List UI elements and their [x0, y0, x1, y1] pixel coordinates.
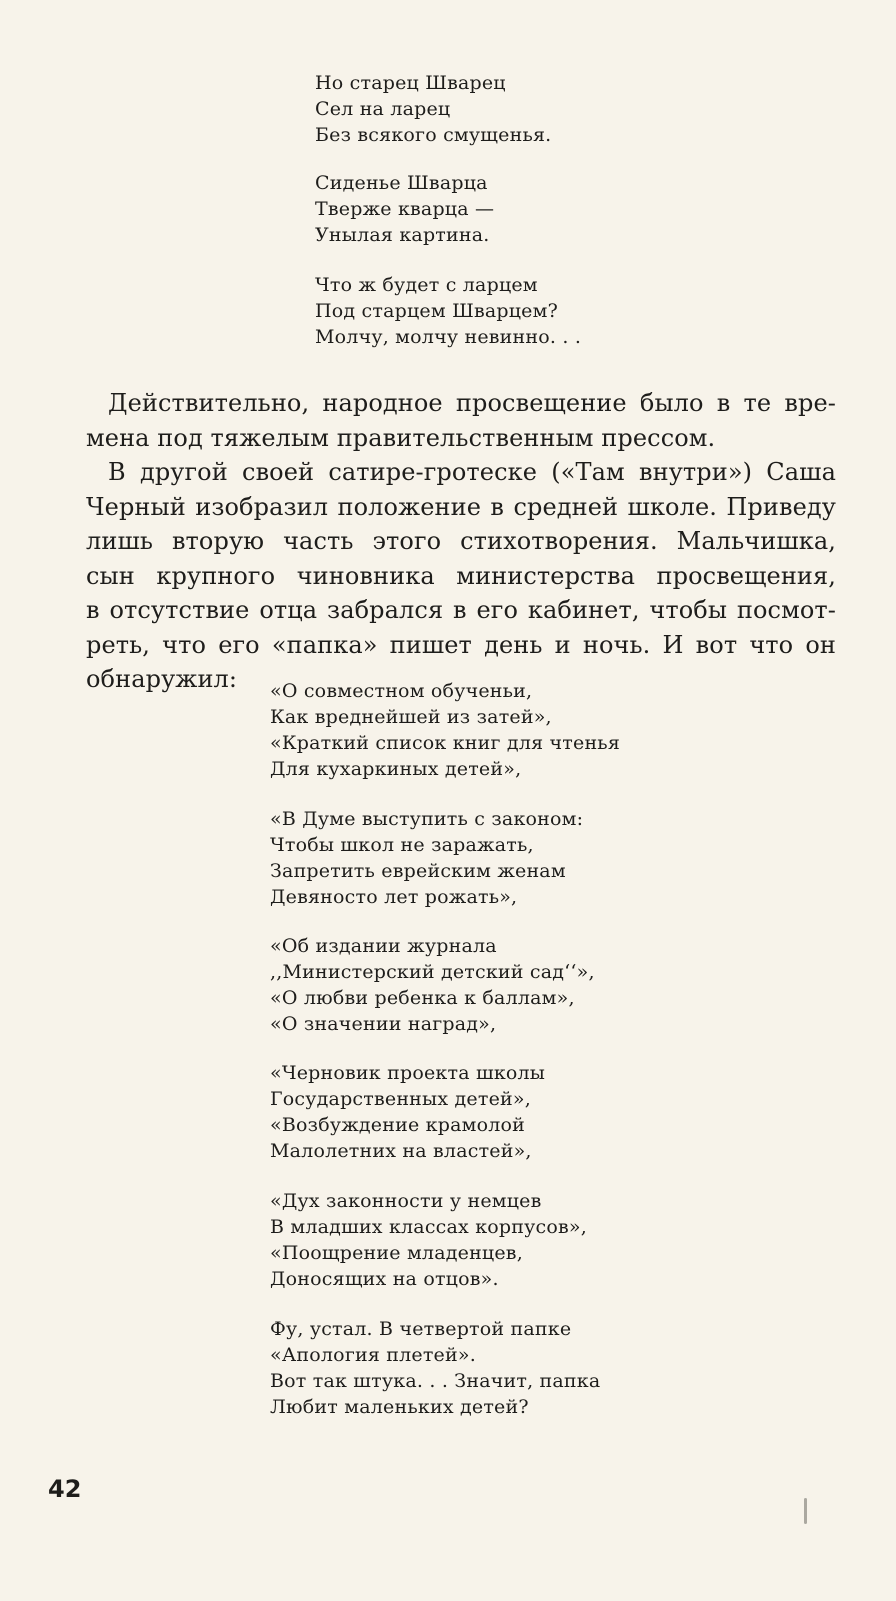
- poem-stanza: [270, 1188, 587, 1292]
- poem-line: Под старцем Шварцем?: [315, 300, 558, 322]
- poem-line: Унылая картина.: [315, 224, 490, 246]
- poem-stanza: [270, 933, 595, 1037]
- paragraph-line: мена под тяжелым правительственным прессом.: [86, 423, 716, 452]
- poem-line: В младших классах корпусов»,: [270, 1216, 587, 1238]
- paragraph-line: В другой своей сатире-гротеске («Там внутри») Саша: [108, 458, 836, 486]
- prose-paragraph: [86, 386, 836, 455]
- poem-line: Малолетних на властей»,: [270, 1140, 532, 1162]
- poem-line: Как вреднейшей из затей»,: [270, 706, 552, 728]
- poem-line: ,,Министерский детский сад‘‘»,: [270, 961, 595, 983]
- paragraph-line: лишь вторую часть этого стихотворения. Мальчишка,: [86, 527, 836, 555]
- poem-line: Девяносто лет рожать»,: [270, 886, 518, 908]
- poem-stanza: [270, 1316, 600, 1420]
- poem-line: Вот так штука. . . Значит, папка: [270, 1370, 601, 1392]
- poem-stanza: [315, 272, 581, 350]
- poem-stanza: [270, 678, 620, 782]
- poem-line: «Об издании журнала: [270, 935, 497, 957]
- poem-line: Сиденье Шварца: [315, 172, 488, 194]
- page-number: 42: [48, 1475, 82, 1503]
- poem-line: Молчу, молчу невинно. . .: [315, 326, 582, 348]
- poem-stanza: [315, 170, 494, 248]
- poem-line: «В Думе выступить с законом:: [270, 808, 584, 830]
- poem-line: «О совместном обученьи,: [270, 680, 533, 702]
- poem-line: Доносящих на отцов».: [270, 1268, 499, 1290]
- poem-line: «О значении наград»,: [270, 1013, 497, 1035]
- poem-line: Но старец Шварец: [315, 72, 506, 94]
- paragraph-line: Черный изобразил положение в средней школе. Приведу: [86, 492, 836, 521]
- poem-line: Без всякого смущенья.: [315, 124, 552, 146]
- poem-line: Тверже кварца —: [315, 198, 495, 220]
- poem-stanza: [270, 1060, 545, 1164]
- paragraph-line: Действительно, народное просвещение было в те вре-: [108, 389, 836, 417]
- paragraph-line: в отсутствие отца забрался в его кабинет, чтобы посмот-: [86, 596, 836, 624]
- poem-line: «Апология плетей».: [270, 1344, 476, 1366]
- poem-line: Что ж будет с ларцем: [315, 274, 538, 296]
- paragraph-line: сын крупного чиновника министерства просвещения,: [86, 561, 836, 590]
- poem-line: «Дух законности у немцев: [270, 1190, 542, 1212]
- poem-line: Любит маленьких детей?: [270, 1396, 529, 1418]
- poem-line: Чтобы школ не заражать,: [270, 834, 534, 856]
- poem-line: Фу, устал. В четвертой папке: [270, 1318, 572, 1340]
- poem-line: Запретить еврейским женам: [270, 860, 566, 882]
- poem-line: «Поощрение младенцев,: [270, 1242, 523, 1264]
- poem-line: «Черновик проекта школы: [270, 1062, 546, 1084]
- poem-line: «О любви ребенка к баллам»,: [270, 987, 575, 1009]
- paragraph-line: обнаружил:: [86, 665, 238, 693]
- poem-stanza: [315, 70, 551, 148]
- poem-line: «Возбуждение крамолой: [270, 1114, 525, 1136]
- poem-line: Для кухаркиных детей»,: [270, 758, 522, 780]
- poem-line: Государственных детей»,: [270, 1088, 531, 1110]
- prose-paragraph: [86, 455, 836, 697]
- poem-line: Сел на ларец: [315, 98, 451, 120]
- print-speck: [804, 1498, 807, 1524]
- poem-stanza: [270, 806, 583, 910]
- paragraph-line: реть, что его «папка» пишет день и ночь. И вот что он: [86, 630, 836, 659]
- poem-line: «Краткий список книг для чтенья: [270, 732, 621, 754]
